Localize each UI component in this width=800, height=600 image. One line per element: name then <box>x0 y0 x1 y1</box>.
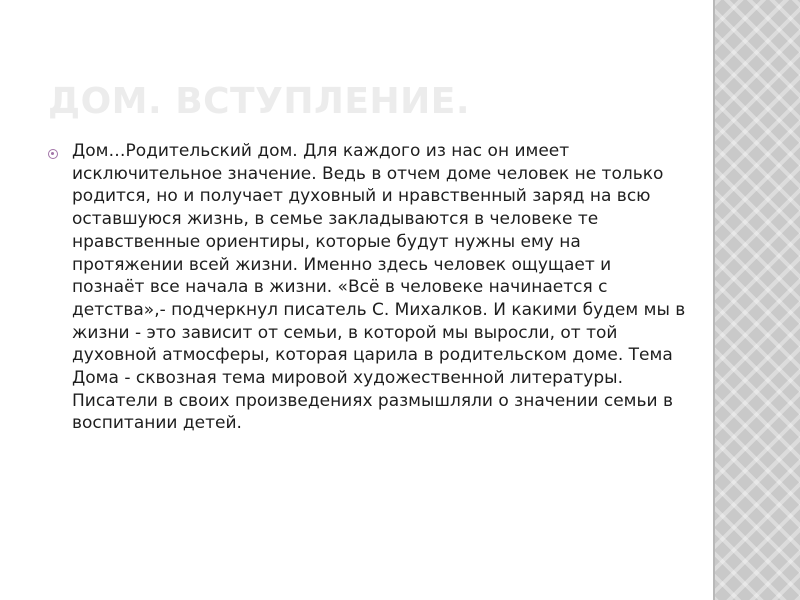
slide-title: ДОМ. ВСТУПЛЕНИЕ. <box>48 81 471 122</box>
bullet-item <box>48 140 688 435</box>
decorative-side-panel <box>713 0 800 600</box>
side-panel-edge <box>713 0 715 600</box>
bullet-text: Дом…Родительский дом. Для каждого из нас он имеет исключительное значение. Ведь в отчем доме человек не только родится, но и получает духовный и нравственный заряд на всю оставшуюся жизнь, в семье закладываются в человеке те нравственные ориентиры, которые будут нужны ему на протяжении всей жизни. Именно здесь человек ощущает и познаёт все начала в жизни. «Всё в человеке начинается с детства»,- подчеркнул писатель С. Михалков. И какими будем мы в жизни - это зависит от семьи, в которой мы выросли, от той духовной атмосферы, которая царила в родительском доме. Тема Дома - сквозная тема мировой художественной литературы. Писатели в своих произведениях размышляли о значении семьи в воспитании детей. <box>72 141 686 434</box>
bullet-list <box>48 140 688 435</box>
circle-bullet-icon <box>48 149 58 159</box>
